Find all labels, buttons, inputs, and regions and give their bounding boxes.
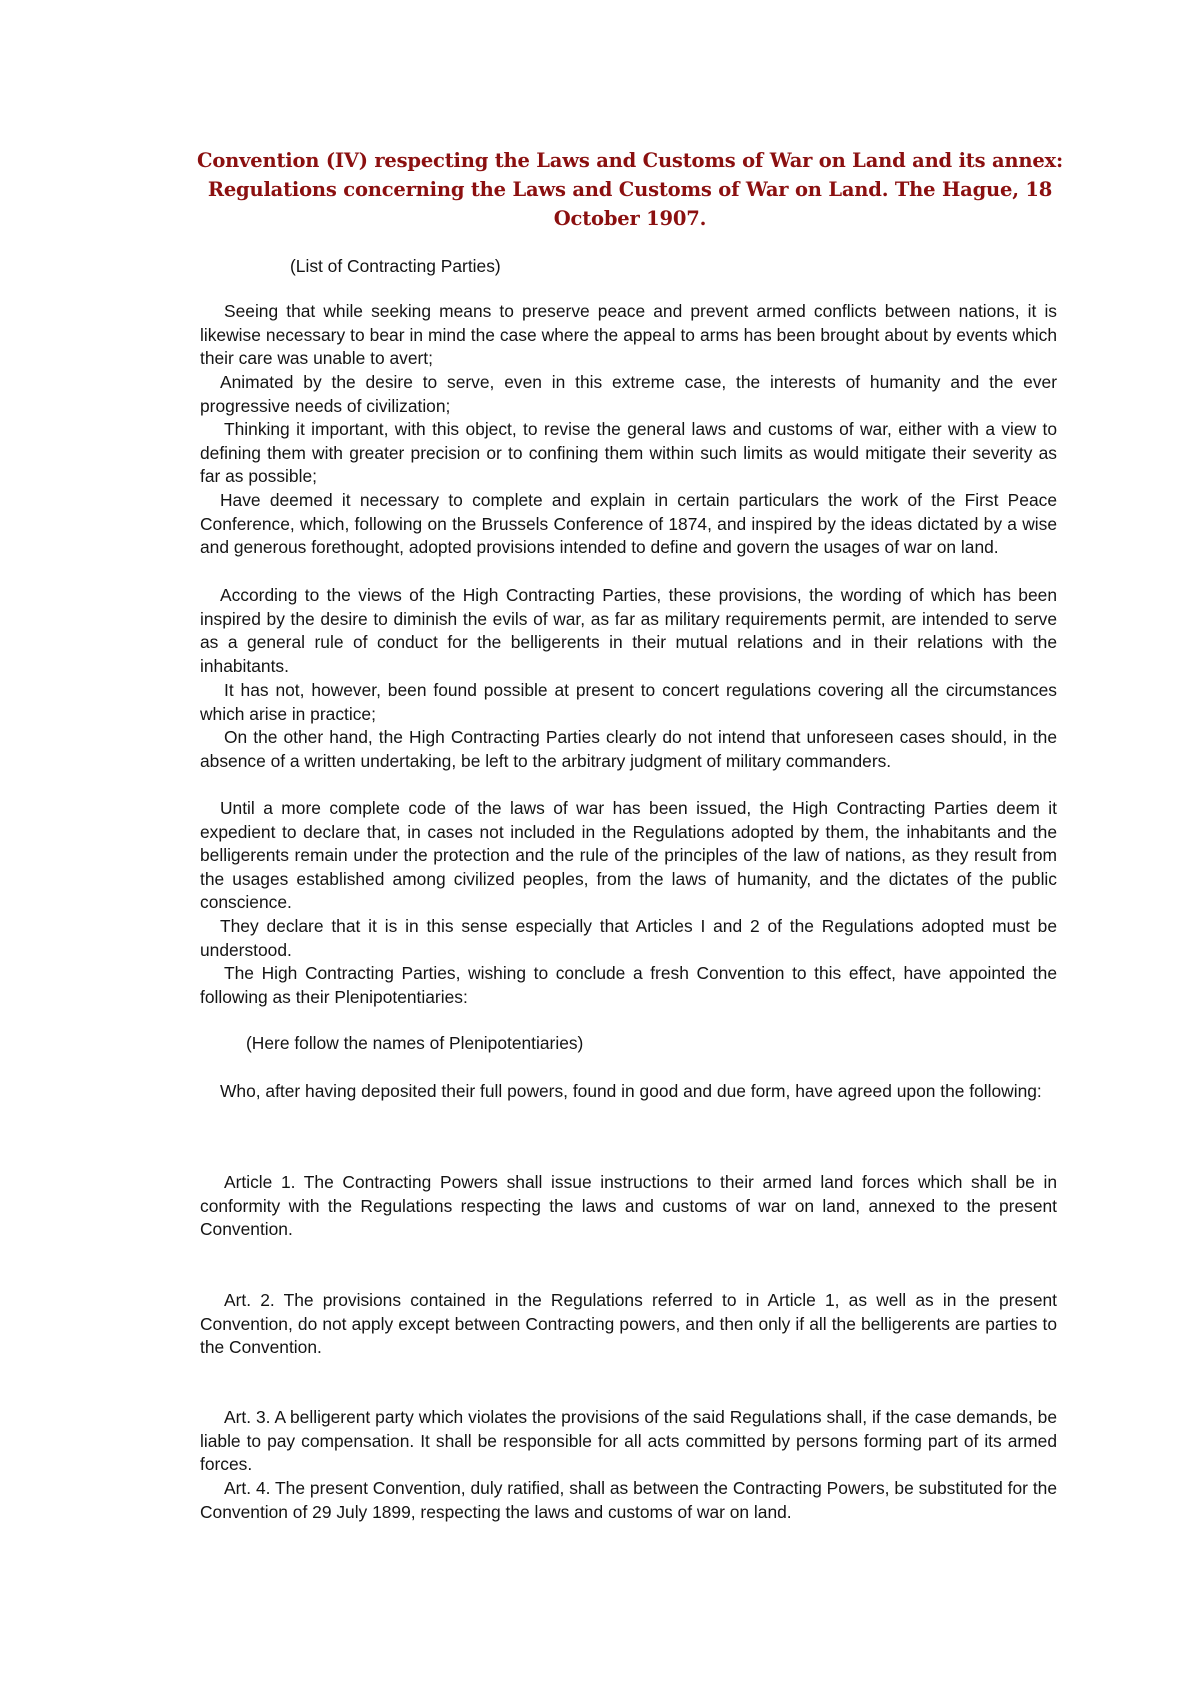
- agreement-paragraph: Who, after having deposited their full powers, found in good and due form, have agreed upon the following:: [220, 1081, 1042, 1101]
- article-1: Article 1. The Contracting Powers shall issue instructions to their armed land forces which shall be in conformity with the Regulations respecting the laws and customs of war on land, annexed to the present Convention.: [200, 1172, 1057, 1240]
- preamble-paragraph-7: On the other hand, the High Contracting Parties clearly do not intend that unforeseen cases should, in the absence of a written undertaking, be left to the arbitrary judgment of military commanders.: [200, 727, 1057, 771]
- document-title: [190, 146, 1070, 233]
- article-2: Art. 2. The provisions contained in the Regulations referred to in Article 1, as well as in the present Convention, do not apply except between Contracting powers, and then only if all the belligerents are parties to the Convention.: [200, 1290, 1057, 1358]
- preamble-paragraph-6: It has not, however, been found possible at present to concert regulations covering all the circumstances which arise in practice;: [200, 680, 1057, 724]
- title-line-2: Regulations concerning the Laws and Customs of War on Land. The Hague, 18: [207, 178, 1053, 201]
- plenipotentiaries-note: (Here follow the names of Plenipotentiaries): [246, 1033, 584, 1053]
- preamble-paragraph-3: Thinking it important, with this object, to revise the general laws and customs of war, either with a view to defining them with greater precision or to confining them within such limits as would mitigate their severity as far as possible;: [200, 419, 1057, 487]
- contracting-parties-note: (List of Contracting Parties): [290, 256, 501, 276]
- preamble-paragraph-8: Until a more complete code of the laws of war has been issued, the High Contracting Parties deem it expedient to declare that, in cases not included in the Regulations adopted by them, the inhabitants and the belligerents remain under the protection and the rule of the principles of the law of nations, as they result from the usages established among civilized peoples, from the laws of humanity, and the dictates of the public conscience.: [200, 798, 1057, 913]
- article-4: Art. 4. The present Convention, duly ratified, shall as between the Contracting Powers, be substituted for the Convention of 29 July 1899, respecting the laws and customs of war on land.: [200, 1478, 1057, 1522]
- preamble-paragraph-9: They declare that it is in this sense especially that Articles I and 2 of the Regulations adopted must be understood.: [200, 916, 1057, 960]
- title-line-1: Convention (IV) respecting the Laws and Customs of War on Land and its annex:: [197, 149, 1063, 172]
- title-line-3: October 1907.: [553, 207, 707, 230]
- preamble-paragraph-1: Seeing that while seeking means to preserve peace and prevent armed conflicts between nations, it is likewise necessary to bear in mind the case where the appeal to arms has been brought about by events which their care was unable to avert;: [200, 301, 1057, 369]
- preamble-paragraph-10: The High Contracting Parties, wishing to conclude a fresh Convention to this effect, have appointed the following as their Plenipotentiaries:: [200, 963, 1057, 1007]
- preamble-paragraph-2: Animated by the desire to serve, even in this extreme case, the interests of humanity and the ever progressive needs of civilization;: [200, 372, 1057, 416]
- preamble-paragraph-4: Have deemed it necessary to complete and explain in certain particulars the work of the First Peace Conference, which, following on the Brussels Conference of 1874, and inspired by the ideas dictated by a wise and generous forethought, adopted provisions intended to define and govern the usages of war on land.: [200, 490, 1057, 558]
- preamble-paragraph-5: According to the views of the High Contracting Parties, these provisions, the wording of which has been inspired by the desire to diminish the evils of war, as far as military requirements permit, are intended to serve as a general rule of conduct for the belligerents in their mutual relations and in their relations with the inhabitants.: [200, 585, 1057, 676]
- article-3: Art. 3. A belligerent party which violates the provisions of the said Regulations shall, if the case demands, be liable to pay compensation. It shall be responsible for all acts committed by persons forming part of its armed forces.: [200, 1407, 1057, 1475]
